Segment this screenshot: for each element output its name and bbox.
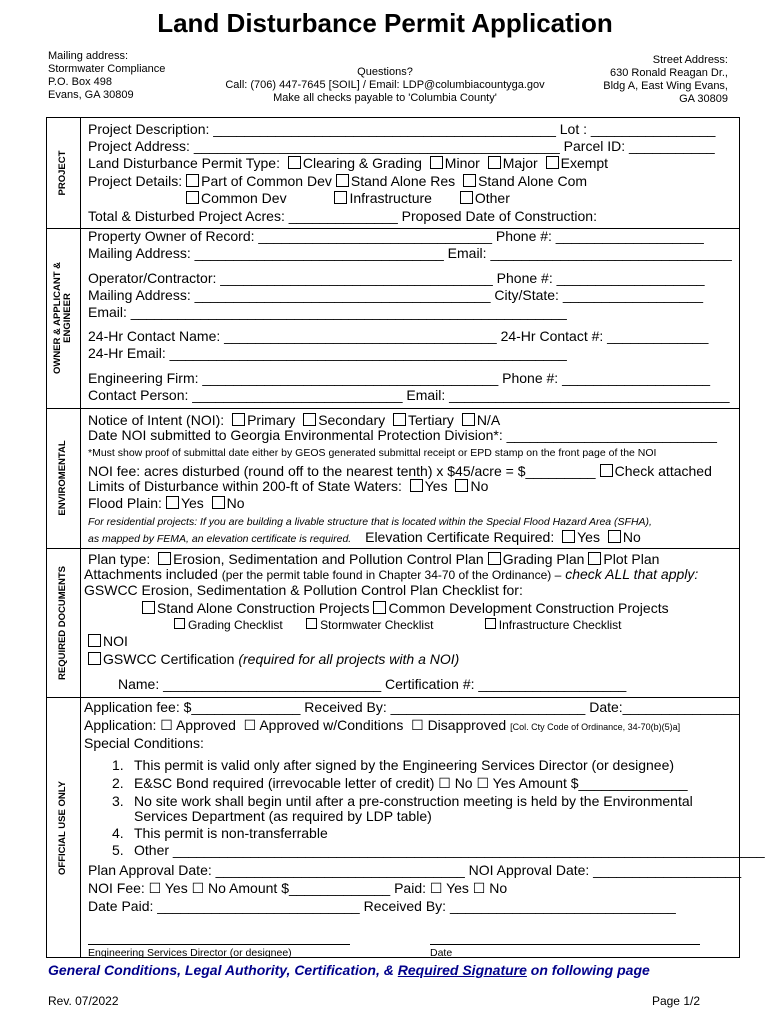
limits-yes-checkbox[interactable]	[410, 479, 423, 492]
condition-item: 4. This permit is non-transferrable	[112, 825, 328, 841]
street-line: Street Address:	[652, 54, 728, 66]
engineering-firm-field[interactable]: Engineering Firm: ______________________________________ Phone #: ___________________	[88, 370, 711, 386]
project-address-field[interactable]: Project Address: _______________________________________________ Parcel ID: ___________	[88, 138, 715, 154]
limits-row: Limits of Disturbance within 200-ft of State Waters: Yes No	[88, 478, 489, 494]
condition-item: 3. No site work shall begin until after a pre-construction meeting is held by the Environmental	[112, 793, 693, 809]
stand-alone-com-checkbox[interactable]	[463, 174, 476, 187]
project-details-row: Project Details: Part of Common Dev Stand Alone Res Stand Alone Com	[88, 173, 588, 189]
esc-plan-checkbox[interactable]	[158, 552, 171, 565]
checklist-row-2: Grading Checklist Stormwater Checklist Infrastructure Checklist	[168, 617, 622, 634]
section-label-official: OFFICIAL USE ONLY	[57, 780, 68, 875]
common-dev-checkbox[interactable]	[186, 191, 199, 204]
check-attached-checkbox[interactable]	[600, 464, 613, 477]
infrastructure-checklist-checkbox[interactable]	[485, 618, 496, 629]
special-conditions-label: Special Conditions:	[84, 735, 204, 751]
noi-note: *Must show proof of submittal date either by GEOS generated submittal receipt or EPD stamp on the front page of the NOI	[88, 447, 657, 459]
condition-item[interactable]: 5. Other ____________________________________________________________________________	[112, 842, 765, 858]
contact-name-field[interactable]: 24-Hr Contact Name: ___________________________________ 24-Hr Contact #: _____________	[88, 328, 709, 344]
major-checkbox[interactable]	[488, 156, 501, 169]
noi-doc-row: NOI	[88, 633, 128, 650]
contact-person-field[interactable]: Contact Person: ___________________________ Email: ____________________________________	[88, 387, 730, 403]
stand-alone-projects-checkbox[interactable]	[142, 601, 155, 614]
noi-doc-checkbox[interactable]	[88, 634, 101, 647]
street-line: 630 Ronald Reagan Dr.,	[609, 67, 728, 79]
noi-fee-field[interactable]: NOI fee: acres disturbed (round off to the nearest tenth) x $45/acre = $_________	[88, 463, 596, 479]
section-label-environmental: ENVIROMENTAL	[57, 440, 68, 516]
infrastructure-checkbox[interactable]	[334, 191, 347, 204]
noi-tertiary-checkbox[interactable]	[393, 413, 406, 426]
operator-email-field[interactable]: Email: ________________________________________________________	[88, 304, 567, 320]
noi-fee-status-row[interactable]: NOI Fee: ☐ Yes ☐ No Amount $_____________ Paid: ☐ Yes ☐ No	[88, 880, 508, 896]
revision-label: Rev. 07/2022	[48, 994, 119, 1008]
other-checkbox[interactable]	[460, 191, 473, 204]
noi-row: Notice of Intent (NOI): Primary Secondary Tertiary N/A	[88, 412, 501, 428]
mailing-line: Mailing address:	[48, 50, 129, 62]
mailing-line: P.O. Box 498	[48, 76, 113, 88]
stand-alone-res-checkbox[interactable]	[336, 174, 349, 187]
side-divider	[80, 117, 81, 958]
footer-note: General Conditions, Legal Authority, Certification, & Required Signature on following page	[48, 962, 650, 978]
elevation-yes-checkbox[interactable]	[562, 530, 575, 543]
permit-type-label: Land Disturbance Permit Type:	[88, 155, 280, 171]
condition-item-cont: Services Department (as required by LDP table)	[134, 808, 432, 824]
plan-approval-field[interactable]: Plan Approval Date: ________________________________ NOI Approval Date: ___________________	[88, 862, 742, 878]
gswcc-cert-checkbox[interactable]	[88, 652, 101, 665]
noi-secondary-checkbox[interactable]	[303, 413, 316, 426]
operator-mailing-field[interactable]: Mailing Address: ______________________________________ City/State: __________________	[88, 287, 703, 303]
elevation-no-checkbox[interactable]	[608, 530, 621, 543]
project-description-field[interactable]: Project Description: ____________________________________________ Lot : ________________	[88, 121, 716, 137]
street-line: GA 30809	[679, 93, 728, 105]
minor-checkbox[interactable]	[430, 156, 443, 169]
section-label-required: REQUIRED DOCUMENTS	[57, 565, 68, 680]
application-fee-field[interactable]: Application fee: $______________ Received By: _________________________ Date:_______________	[84, 699, 740, 715]
director-label: Engineering Services Director (or designee)	[88, 947, 292, 959]
project-acres-field[interactable]: Total & Disturbed Project Acres: ______________ Proposed Date of Construction:	[88, 208, 597, 224]
application-status-row: Application: ☐ Approved ☐ Approved w/Conditions ☐ Disapproved [Col. Cty Code of Ordinance, 34-70(b)(5)a]	[84, 717, 681, 733]
date-paid-field[interactable]: Date Paid: __________________________ Received By: _____________________________	[88, 898, 676, 914]
common-dev-projects-checkbox[interactable]	[373, 601, 386, 614]
approved-conditions-option[interactable]: ☐ Approved w/Conditions	[243, 717, 404, 733]
disapproved-option[interactable]: ☐ Disapproved	[411, 717, 507, 733]
questions-line: Questions?	[357, 66, 413, 78]
certification-name-field[interactable]: Name: ____________________________ Certification #: ___________________	[118, 676, 627, 692]
condition-item: 1. This permit is valid only after signed by the Engineering Services Director (or designee)	[112, 757, 675, 773]
contact-email-field[interactable]: 24-Hr Email: ___________________________________________________	[88, 345, 567, 361]
part-common-dev-checkbox[interactable]	[186, 174, 199, 187]
owner-mailing-field[interactable]: Mailing Address: ________________________________ Email: _______________________________	[88, 245, 732, 261]
checklist-row-1: Stand Alone Construction Projects Common Development Construction Projects	[138, 600, 669, 617]
mailing-line: Evans, GA 30809	[48, 89, 134, 101]
section-divider	[46, 697, 740, 698]
residential-note: For residential projects: If you are building a livable structure that is located within the Special Flood Hazard Area (SFHA),	[88, 516, 652, 528]
plan-type-row: Plan type: Erosion, Sedimentation and Pollution Control Plan Grading Plan Plot Plan	[88, 551, 660, 567]
gswcc-checklist-label: GSWCC Erosion, Sedimentation & Pollution Control Plan Checklist for:	[84, 582, 523, 598]
clearing-grading-checkbox[interactable]	[288, 156, 301, 169]
noi-primary-checkbox[interactable]	[232, 413, 245, 426]
plot-plan-checkbox[interactable]	[588, 552, 601, 565]
section-label-project: PROJECT	[57, 150, 68, 195]
condition-item[interactable]: 2. E&SC Bond required (irrevocable letter of credit) ☐ No ☐ Yes Amount $______________	[112, 775, 688, 791]
page-title: Land Disturbance Permit Application	[157, 8, 613, 38]
page-number: Page 1/2	[651, 994, 700, 1008]
project-details-row-2: Common Dev Infrastructure Other	[182, 190, 510, 207]
operator-field[interactable]: Operator/Contractor: ___________________________________ Phone #: ___________________	[88, 270, 705, 286]
flood-yes-checkbox[interactable]	[166, 496, 179, 509]
project-details-label: Project Details:	[88, 173, 183, 189]
elevation-row: as mapped by FEMA, an elevation certificate is required. Elevation Certificate Required: Yes No	[88, 529, 641, 545]
gswcc-cert-row: GSWCC Certification (required for all projects with a NOI)	[88, 651, 459, 668]
grading-checklist-checkbox[interactable]	[174, 618, 185, 629]
mailing-address-block	[48, 50, 165, 102]
date-signature-line[interactable]	[430, 944, 700, 945]
limits-no-checkbox[interactable]	[455, 479, 468, 492]
stormwater-checklist-checkbox[interactable]	[306, 618, 317, 629]
property-owner-field[interactable]: Property Owner of Record: ______________________________ Phone #: ___________________	[88, 228, 704, 244]
noi-fee-row: NOI fee: acres disturbed (round off to the nearest tenth) x $45/acre = $_________ Check attached	[88, 463, 712, 479]
flood-plain-row: Flood Plain: Yes No	[88, 495, 245, 511]
approved-option[interactable]: ☐ Approved	[160, 717, 236, 733]
date-label: Date	[430, 947, 453, 959]
checks-line: Make all checks payable to 'Columbia County'	[273, 92, 497, 104]
street-address-block	[603, 54, 728, 106]
questions-block	[210, 66, 560, 105]
grading-plan-checkbox[interactable]	[488, 552, 501, 565]
flood-no-checkbox[interactable]	[212, 496, 225, 509]
section-divider	[46, 548, 740, 549]
street-line: Bldg A, East Wing Evans,	[603, 80, 728, 92]
section-divider	[46, 408, 740, 409]
section-label-owner: OWNER & APPLICANT & ENGINEER	[52, 261, 73, 375]
contact-line: Call: (706) 447-7645 [SOIL] / Email: LDP@columbiacountyga.gov	[225, 79, 545, 91]
attachments-row: Attachments included (per the permit table found in Chapter 34-70 of the Ordinance) – check ALL that apply:	[84, 566, 699, 582]
noi-na-checkbox[interactable]	[462, 413, 475, 426]
permit-type-row: Land Disturbance Permit Type: Clearing & Grading Minor Major Exempt	[88, 155, 609, 171]
noi-date-field[interactable]: Date NOI submitted to Georgia Environmental Protection Division*: ___________________________	[88, 427, 717, 443]
exempt-checkbox[interactable]	[546, 156, 559, 169]
mailing-line: Stormwater Compliance	[48, 63, 166, 75]
